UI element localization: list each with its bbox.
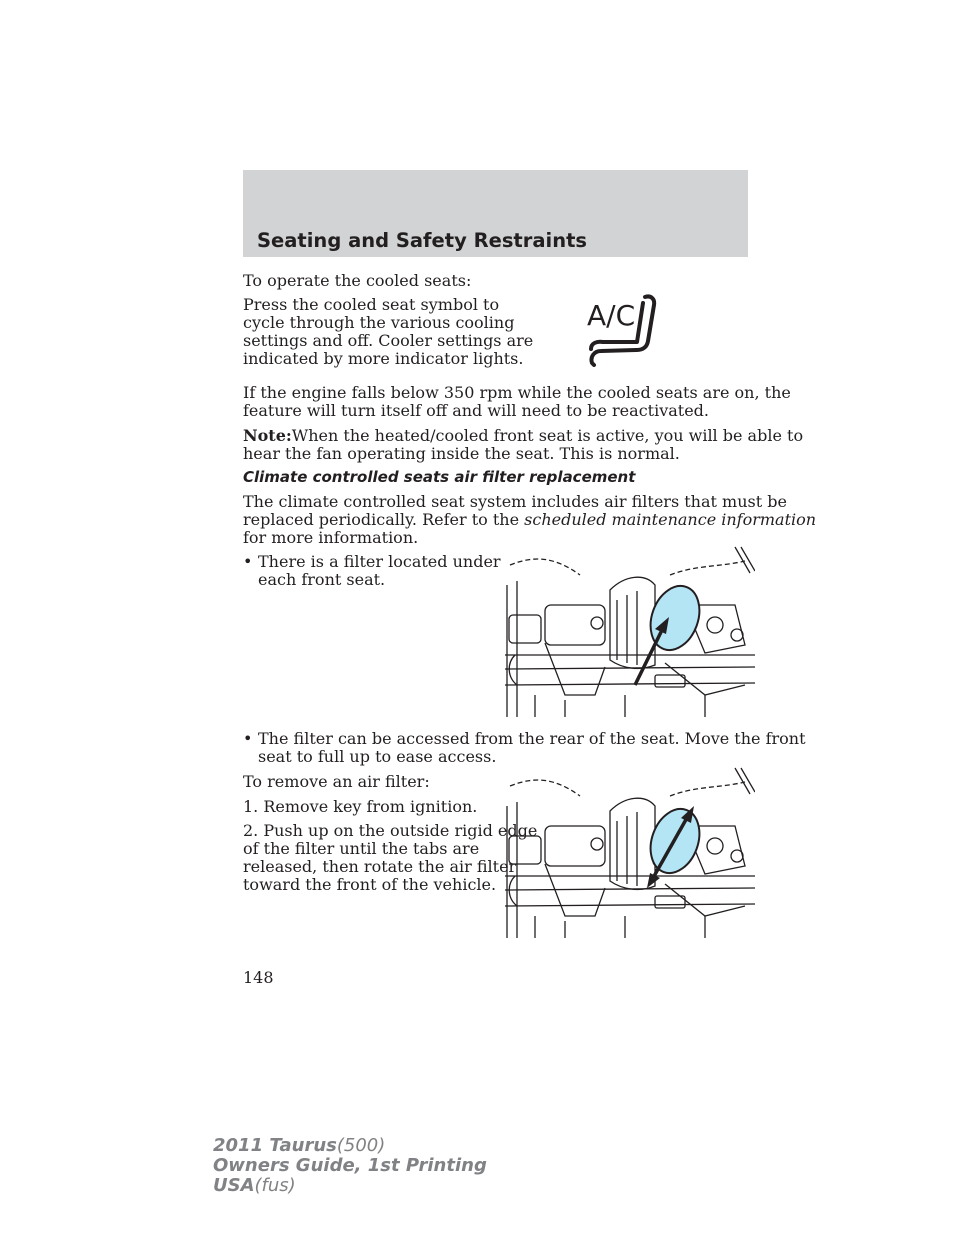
- step-2-line-3: released, then rotate the air filter: [243, 857, 517, 876]
- maintenance-reference: scheduled maintenance information: [524, 510, 817, 529]
- filter-intro-3: for more information.: [243, 528, 419, 547]
- step-2-line-2: of the filter until the tabs are: [243, 839, 480, 858]
- filter-heading: Climate controlled seats air filter replacement: [243, 468, 636, 486]
- footer-line-1: [213, 1136, 487, 1156]
- ac-icon-label: A/C: [587, 299, 636, 332]
- footer-market-code: (fus): [254, 1175, 296, 1196]
- footer-imprint: [213, 1136, 487, 1196]
- bullet-2-marker: •: [243, 729, 253, 748]
- note-line-2: hear the fan operating inside the seat. This is normal.: [243, 444, 680, 463]
- footer-market: USA: [213, 1175, 255, 1196]
- section-title: Seating and Safety Restraints: [257, 229, 588, 252]
- page-number: 148: [243, 968, 274, 987]
- filter-intro-2a: replaced periodically. Refer to the: [243, 510, 525, 529]
- step-2-line-4: toward the front of the vehicle.: [243, 875, 497, 894]
- filter-removal-illustration: [505, 766, 755, 938]
- cooled-seats-intro: To operate the cooled seats:: [243, 271, 472, 290]
- engine-line-2: feature will turn itself off and will need to be reactivated.: [243, 401, 709, 420]
- bullet-1-marker: •: [243, 552, 253, 571]
- footer-line-2: Owners Guide, 1st Printing: [213, 1155, 487, 1176]
- footer-model: 2011 Taurus: [213, 1135, 337, 1156]
- bullet-1-line-2: each front seat.: [258, 570, 386, 589]
- bullet-2-line-2: seat to full up to ease access.: [258, 747, 497, 766]
- remove-intro: To remove an air filter:: [243, 772, 430, 791]
- footer-model-code: (500): [336, 1135, 386, 1156]
- note-label: Note:: [243, 426, 292, 445]
- press-line-1: Press the cooled seat symbol to: [243, 295, 500, 314]
- step-1: 1. Remove key from ignition.: [243, 797, 478, 816]
- bullet-1-line-1: There is a filter located under: [258, 552, 501, 571]
- press-line-2: cycle through the various cooling: [243, 313, 515, 332]
- cooled-seat-icon: [585, 289, 663, 367]
- bullet-2-line-1: The filter can be accessed from the rear of the seat. Move the front: [258, 729, 806, 748]
- press-line-4: indicated by more indicator lights.: [243, 349, 524, 368]
- press-line-3: settings and off. Cooler settings are: [243, 331, 534, 350]
- step-2-line-1: 2. Push up on the outside rigid edge: [243, 821, 538, 840]
- filter-intro-1: The climate controlled seat system includes air filters that must be: [243, 492, 787, 511]
- footer-line-3: [213, 1176, 487, 1196]
- filter-location-illustration: [505, 545, 755, 717]
- note-text-1: When the heated/cooled front seat is active, you will be able to: [291, 426, 804, 445]
- engine-line-1: If the engine falls below 350 rpm while the cooled seats are on, the: [243, 383, 791, 402]
